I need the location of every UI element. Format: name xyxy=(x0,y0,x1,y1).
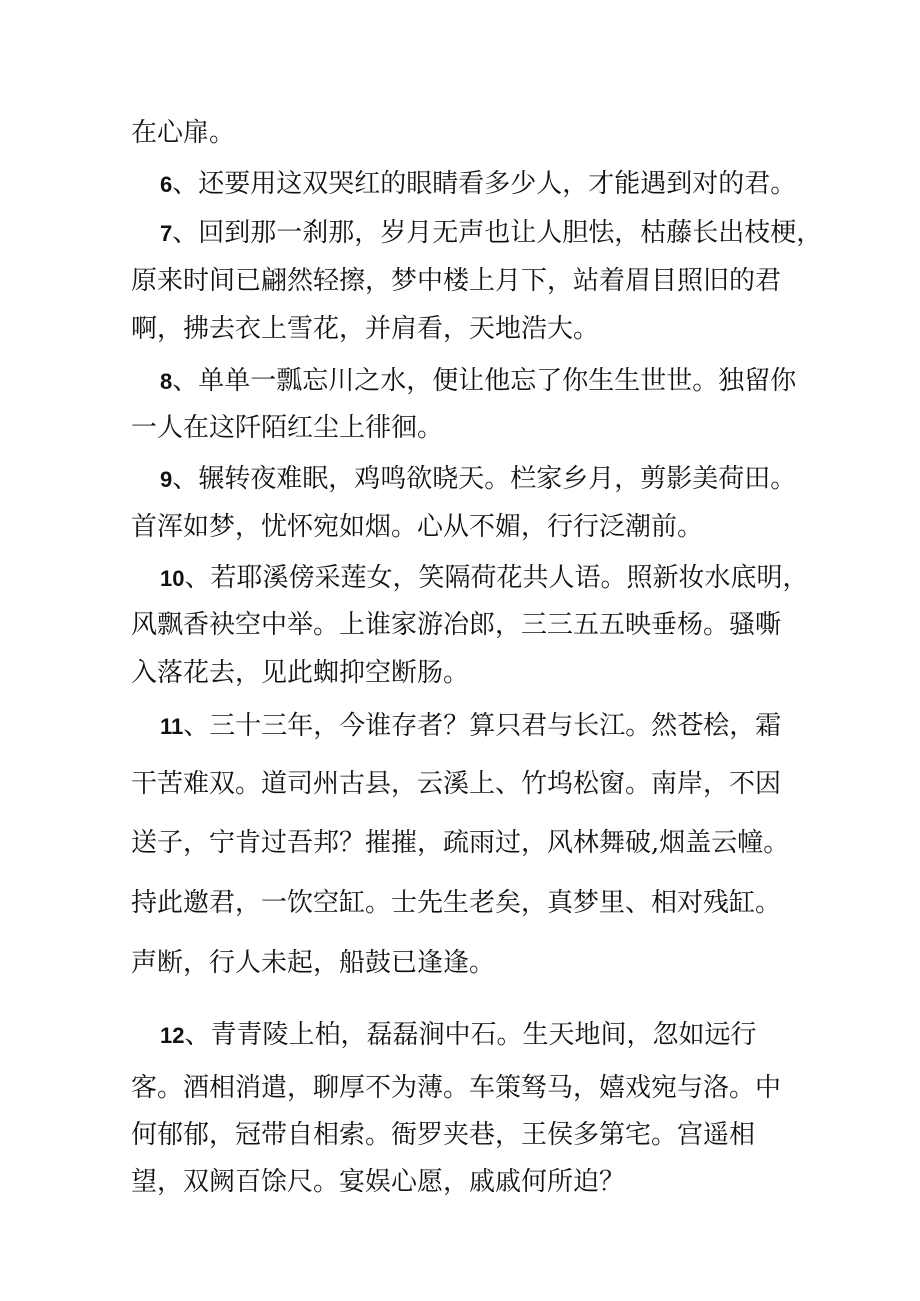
paragraph-11-line-1: 11、三十三年，今谁存者？算只君与长江。然苍桧，霜 xyxy=(160,711,782,741)
paragraph-8-number: 8 xyxy=(160,369,173,394)
paragraph-11-line-2: 干苦难双。道司州古县，云溪上、竹坞松窗。南岸，不因 xyxy=(131,769,782,799)
paragraph-9-line-1: 9、辗转夜难眠，鸡鸣欲晓天。栏家乡月，剪影美荷田。 xyxy=(160,464,797,494)
paragraph-8-line-1: 8、单单一瓢忘川之水，便让他忘了你生生世世。独留你 xyxy=(160,366,797,396)
paragraph-7-line-2: 原来时间已翩然轻擦，梦中楼上月下，站着眉目照旧的君 xyxy=(131,266,782,296)
paragraph-10-line-1: 10、若耶溪傍采莲女，笑隔荷花共人语。照新妆水底明， xyxy=(160,563,809,593)
paragraph-11-line-5: 声断，行人未起，船鼓已逢逢。 xyxy=(131,948,496,978)
paragraph-10-line-2: 风飘香袂空中举。上谁家游冶郎，三三五五映垂杨。骚嘶 xyxy=(131,610,782,640)
paragraph-7-line-3: 啊，拂去衣上雪花，并肩看，天地浩大。 xyxy=(131,314,600,344)
paragraph-12-line-2: 客。酒相消遣，聊厚不为薄。车策驽马，嬉戏宛与洛。中 xyxy=(131,1073,782,1103)
paragraph-10-number: 10 xyxy=(160,566,185,591)
paragraph-5-line-1: 在心扉。 xyxy=(131,118,236,148)
paragraph-12-line-4: 望，双阙百馀尺。宴娱心愿，戚戚何所迫？ xyxy=(131,1167,626,1197)
paragraph-11-line-4: 持此邀君，一饮空缸。士先生老矣，真梦里、相对残缸。 xyxy=(131,888,782,918)
paragraph-6-line-1: 6、还要用这双哭红的眼睛看多少人，才能遇到对的君。 xyxy=(160,169,797,199)
paragraph-12-number: 12 xyxy=(160,1023,185,1048)
paragraph-10-line-3: 入落花去，见此蜘抑空断肠。 xyxy=(131,658,470,688)
paragraph-12-line-1: 12、青青陵上柏，磊磊涧中石。生天地间，忽如远行 xyxy=(160,1020,757,1050)
paragraph-8-line-2: 一人在这阡陌红尘上徘徊。 xyxy=(131,413,444,443)
paragraph-9-number: 9 xyxy=(160,467,173,492)
paragraph-6-number: 6 xyxy=(160,172,173,197)
paragraph-7-line-1: 7、回到那一刹那，岁月无声也让人胆怯，枯藤长出枝梗， xyxy=(160,218,823,248)
paragraph-11-number: 11 xyxy=(160,714,184,739)
paragraph-11-line-3: 送子，宁肯过吾邦？摧摧，疏雨过，风林舞破,烟盖云幢。 xyxy=(131,828,790,858)
paragraph-9-line-2: 首浑如梦，忧怀宛如烟。心从不媚，行行泛潮前。 xyxy=(131,512,704,542)
paragraph-7-number: 7 xyxy=(160,221,173,246)
paragraph-12-line-3: 何郁郁，冠带自相索。衙罗夹巷，王侯多第宅。宫遥相 xyxy=(131,1120,756,1150)
